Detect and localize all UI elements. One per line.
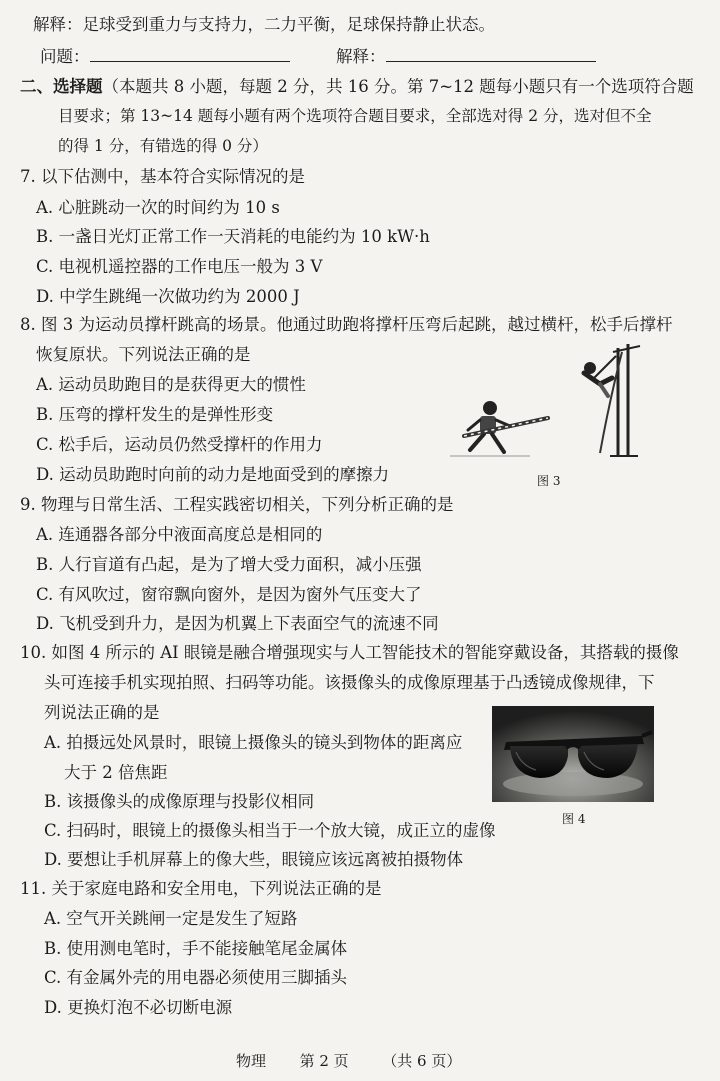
q11-option-b: B. 使用测电笔时，手不能接触笔尾金属体 [44,939,348,958]
page-footer [236,1050,461,1071]
section-heading: 二、选择题 [20,77,103,96]
explanation-line: 解释：足球受到重力与支持力，二力平衡，足球保持静止状态。 [33,15,495,34]
q10-option-c: C. 扫码时，眼镜上的摄像头相当于一个放大镜，成正立的虚像 [44,821,496,840]
footer-total: （共 6 页） [382,1052,462,1070]
q10-option-d: D. 要想让手机屏幕上的像大些，眼镜应该远离被拍摄物体 [44,850,464,869]
q8-option-a: A. 运动员助跑目的是获得更大的惯性 [36,375,306,394]
q10-stem-2: 头可连接手机实现拍照、扫码等功能。该摄像头的成像原理基于凸透镜成像规律，下 [44,673,655,692]
q11-option-a: A. 空气开关跳闸一定是发生了短路 [44,909,298,928]
q9-option-a: A. 连通器各部分中液面高度总是相同的 [36,525,323,544]
q8-option-d: D. 运动员助跑时向前的动力是地面受到的摩擦力 [36,465,390,484]
q7-option-a: A. 心脏跳动一次的时间约为 10 s [36,198,280,217]
section2-line1 [20,76,694,98]
footer-page: 第 2 页 [299,1052,349,1070]
question-answer-row [40,46,596,68]
q7-option-c: C. 电视机遥控器的工作电压一般为 3 V [36,257,323,276]
section-desc-3: 的得 1 分，有错选的得 0 分） [58,137,268,155]
q9-option-c: C. 有风吹过，窗帘飘向窗外，是因为窗外气压变大了 [36,585,422,604]
section-desc-1: （本题共 8 小题，每题 2 分，共 16 分。第 7~12 题每小题只有一个选项符合题 [102,77,694,96]
question-label: 问题： [40,47,90,66]
q10-option-a-line1: A. 拍摄远处风景时，眼镜上摄像头的镜头到物体的距离应 [44,733,463,752]
ai-glasses-photo [492,706,654,802]
q7-option-d: D. 中学生跳绳一次做功约为 2000 J [36,287,300,306]
pole-vault-figure [450,338,650,468]
q8-option-b: B. 压弯的撑杆发生的是弹性形变 [36,405,274,424]
figure-4-label: 图 4 [562,812,586,826]
q9-option-d: D. 飞机受到升力，是因为机翼上下表面空气的流速不同 [36,614,439,633]
q10-option-b: B. 该摄像头的成像原理与投影仪相同 [44,792,315,811]
q9-stem: 9. 物理与日常生活、工程实践密切相关，下列分析正确的是 [20,495,454,514]
q7-stem: 7. 以下估测中，基本符合实际情况的是 [20,167,305,186]
q10-stem-3: 列说法正确的是 [44,703,160,722]
q8-stem-2: 恢复原状。下列说法正确的是 [36,345,251,364]
explain-blank[interactable] [386,47,596,62]
q9-option-b: B. 人行盲道有凸起，是为了增大受力面积，减小压强 [36,555,422,574]
q8-stem-1: 8. 图 3 为运动员撑杆跳高的场景。他通过助跑将撑杆压弯后起跳，越过横杆，松手后撑杆 [20,315,673,334]
q7-option-b: B. 一盏日光灯正常工作一天消耗的电能约为 10 kW·h [36,227,430,246]
q10-option-a-line2: 大于 2 倍焦距 [64,763,168,782]
explain-label: 解释： [336,47,386,66]
q11-stem: 11. 关于家庭电路和安全用电，下列说法正确的是 [20,879,382,898]
q11-option-c: C. 有金属外壳的用电器必须使用三脚插头 [44,968,348,987]
figure-3-label: 图 3 [537,474,561,488]
q8-option-c: C. 松手后，运动员仍然受撑杆的作用力 [36,435,323,454]
section-desc-2: 目要求；第 13~14 题每小题有两个选项符合题目要求，全部选对得 2 分，选对但不全 [58,107,652,125]
q11-option-d: D. 更换灯泡不必切断电源 [44,998,233,1017]
footer-subject: 物理 [236,1052,267,1070]
q10-stem-1: 10. 如图 4 所示的 AI 眼镜是融合增强现实与人工智能技术的智能穿戴设备，其搭载的摄像 [20,643,679,662]
question-blank[interactable] [90,47,290,62]
